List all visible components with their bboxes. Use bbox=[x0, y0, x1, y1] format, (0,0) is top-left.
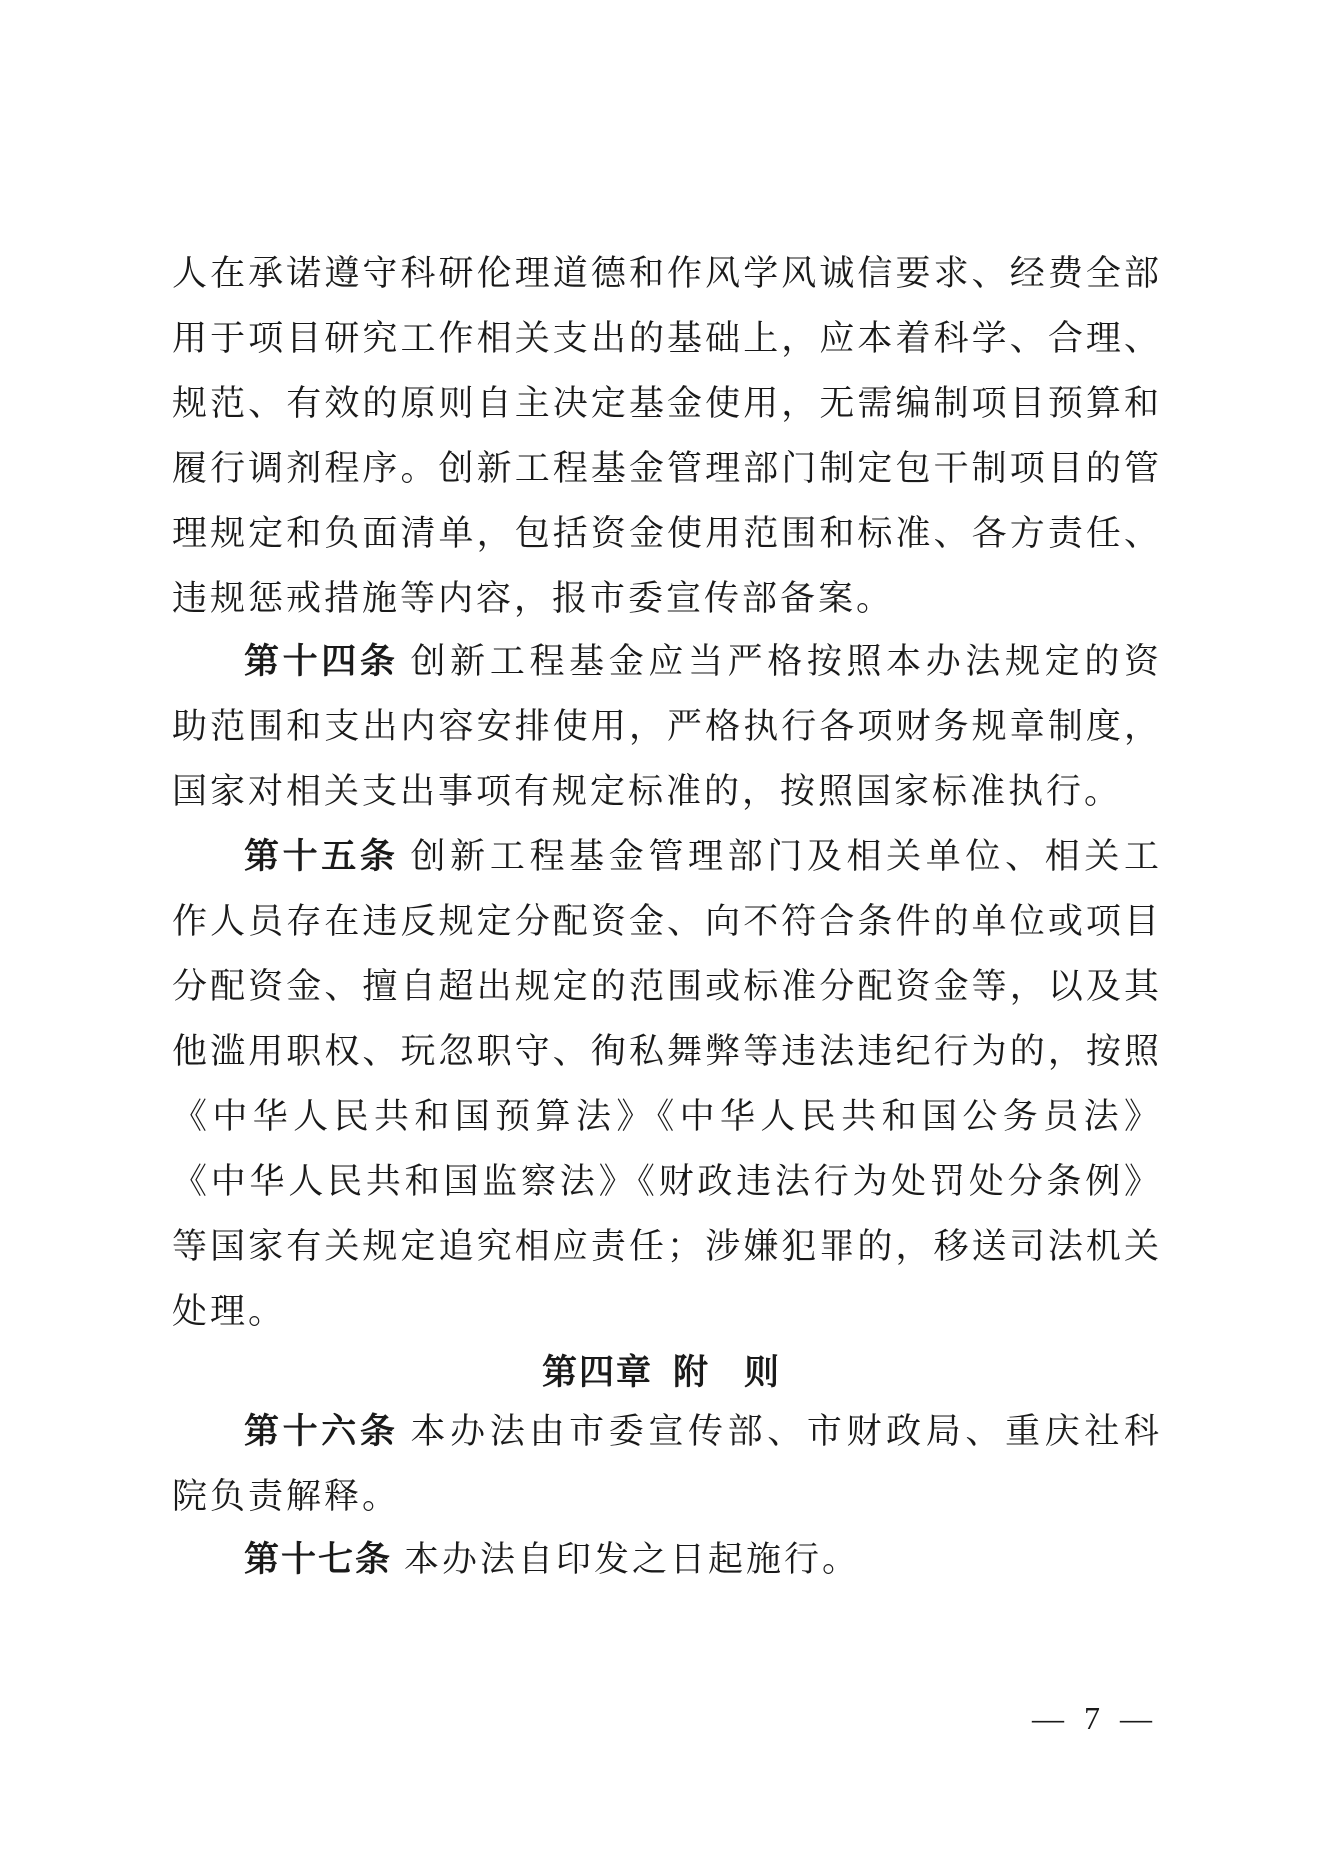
article-15-label: 第十五条 bbox=[244, 837, 399, 877]
article-17-label: 第十七条 bbox=[244, 1540, 393, 1580]
article-16-label: 第十六条 bbox=[244, 1412, 399, 1452]
article-16-text: 本办法由市委宣传部、市财政局、重庆社科院负责解释。 bbox=[172, 1412, 1162, 1517]
article-17-text: 本办法自印发之日起施行。 bbox=[404, 1540, 861, 1580]
article-14-label: 第十四条 bbox=[244, 642, 399, 682]
article-15-text: 创新工程基金管理部门及相关单位、相关工作人员存在违反规定分配资金、向不符合条件的单位或项目分配资金、擅自超出规定的范围或标准分配资金等，以及其他滥用职权、玩忽职守、徇私舞弊等违法违纪行为的，按照《中华人民共和国预算法》《中华人民共和国公务员法》《中华人民共和国监察法》《财政违法行为处罚处分条例》等国家有关规定追究相应责任；涉嫌犯罪的，移送司法机关处理。 bbox=[172, 837, 1162, 1332]
article-16-block bbox=[172, 1400, 1162, 1530]
chapter-4-heading bbox=[0, 1341, 1323, 1406]
chapter-4-title-char-2: 则 bbox=[744, 1353, 782, 1393]
chapter-4-title-char-1: 附 bbox=[672, 1353, 710, 1393]
article-14-paragraph bbox=[172, 630, 1162, 825]
continuation-paragraph-block bbox=[172, 242, 1162, 632]
article-17-paragraph bbox=[172, 1528, 1162, 1593]
continuation-paragraph: 人在承诺遵守科研伦理道德和作风学风诚信要求、经费全部用于项目研究工作相关支出的基础上，应本着科学、合理、规范、有效的原则自主决定基金使用，无需编制项目预算和履行调剂程序。创新工程基金管理部门制定包干制项目的管理规定和负面清单，包括资金使用范围和标准、各方责任、违规惩戒措施等内容，报市委宣传部备案。 bbox=[172, 254, 1162, 619]
article-14-text: 创新工程基金应当严格按照本办法规定的资助范围和支出内容安排使用，严格执行各项财务规章制度，国家对相关支出事项有规定标准的，按照国家标准执行。 bbox=[172, 642, 1162, 812]
chapter-4-number: 第四章 bbox=[541, 1353, 653, 1393]
article-17-block bbox=[172, 1528, 1162, 1593]
article-15-paragraph bbox=[172, 825, 1162, 1345]
page-number: — 7 — bbox=[1032, 1700, 1158, 1736]
article-14-block bbox=[172, 630, 1162, 825]
article-15-block bbox=[172, 825, 1162, 1345]
article-16-paragraph bbox=[172, 1400, 1162, 1530]
